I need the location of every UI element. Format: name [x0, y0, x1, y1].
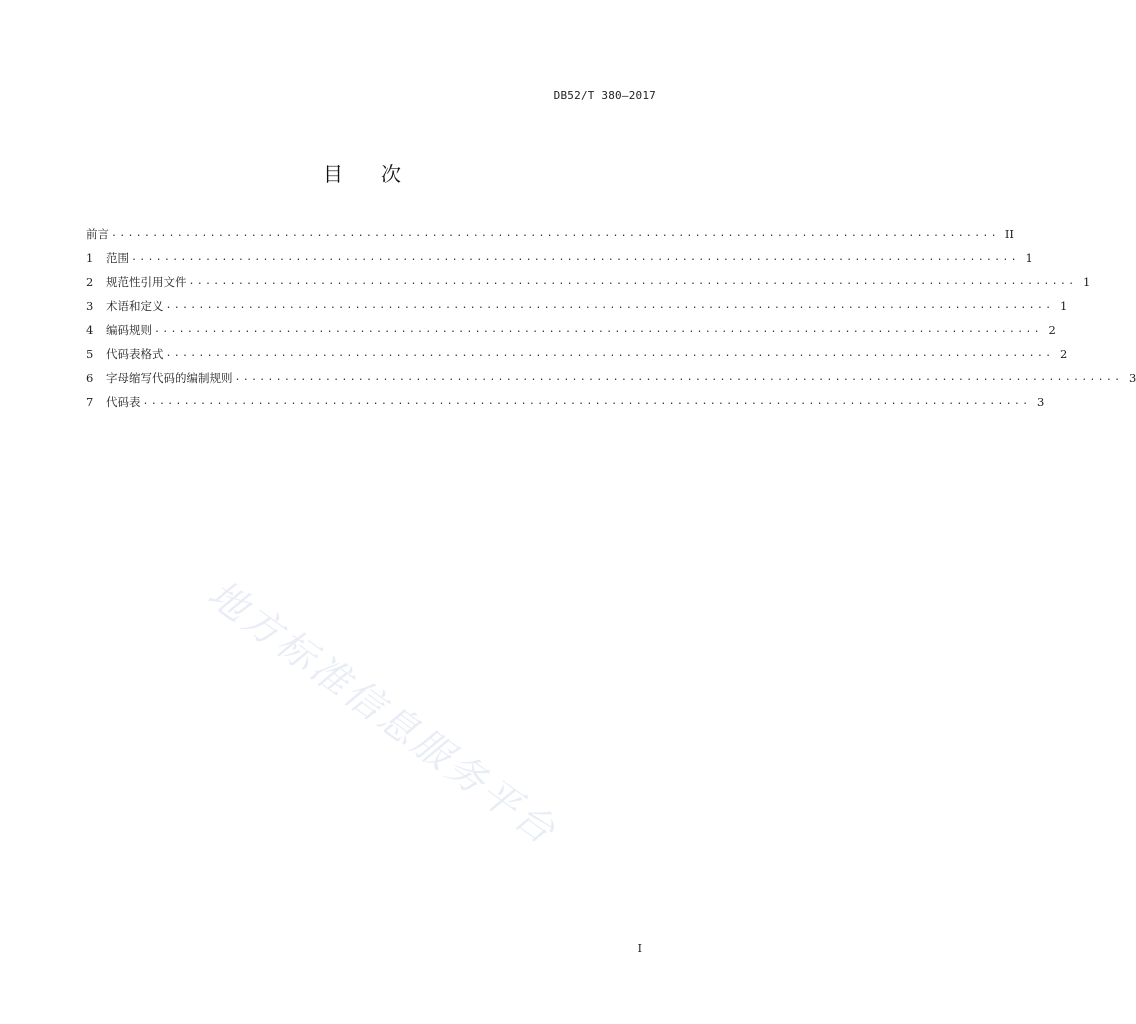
toc-entry-number: 1: [86, 251, 94, 265]
toc-entry-code-table-format[interactable]: [86, 338, 1068, 362]
standard-code: DB52/T 380—2017: [553, 89, 656, 102]
toc-entry-page: 2: [1060, 347, 1068, 361]
toc-leader-dots: ............................................................................................................: [131, 252, 1019, 263]
watermark: 地方标准信息服务平台: [200, 571, 566, 855]
toc-entry-page: 3: [1129, 371, 1136, 385]
toc-entry-label: 前言: [86, 227, 109, 241]
toc-entry-number: 5: [86, 347, 94, 361]
toc-entry-number: 6: [86, 371, 94, 385]
toc-entry-terms-definitions[interactable]: [86, 290, 1068, 314]
toc-entry-normative-references[interactable]: [86, 266, 1091, 290]
toc-leader-dots: ............................................................................................................: [234, 372, 1123, 383]
toc-list: [86, 218, 1136, 410]
toc-entry-scope[interactable]: [86, 242, 1033, 266]
toc-entry-number: 2: [86, 275, 94, 289]
toc-leader-dots: ............................................................................................................: [188, 276, 1077, 287]
toc-entry-number: 4: [86, 323, 94, 337]
toc-entry-page: 1: [1060, 299, 1068, 313]
toc-entry-page: 3: [1037, 395, 1045, 409]
toc-entry-coding-rules[interactable]: [86, 314, 1056, 338]
toc-entry-page: 1: [1025, 251, 1033, 265]
page-number: I: [637, 942, 642, 955]
toc-leader-dots: ............................................................................................................: [154, 324, 1042, 335]
toc-entry-label: 编码规则: [106, 323, 152, 337]
toc-entry-label: 代码表格式: [106, 347, 164, 361]
toc-title: [0, 158, 724, 187]
toc-entry-label: 术语和定义: [106, 299, 164, 313]
toc-entry-label: 规范性引用文件: [106, 275, 187, 289]
toc-entry-number: 3: [86, 299, 94, 313]
toc-entry-number: 7: [86, 395, 94, 409]
toc-entry-label: 代码表: [106, 395, 141, 409]
toc-entry-label: 范围: [106, 251, 129, 265]
toc-entry-foreword[interactable]: [86, 218, 1014, 242]
toc-entry-code-table[interactable]: [86, 386, 1045, 410]
toc-leader-dots: ............................................................................................................: [142, 396, 1031, 407]
toc-leader-dots: ............................................................................................................: [165, 300, 1054, 311]
toc-entry-label: 字母缩写代码的编制规则: [106, 371, 233, 385]
toc-leader-dots: ............................................................................................................: [111, 228, 999, 239]
toc-entry-page: II: [1004, 227, 1014, 241]
toc-entry-page: 2: [1048, 323, 1056, 337]
toc-title-part1: 目: [323, 162, 343, 186]
toc-title-part2: 次: [381, 162, 401, 186]
toc-leader-dots: ............................................................................................................: [165, 348, 1054, 359]
toc-entry-page: 1: [1083, 275, 1091, 289]
toc-entry-abbreviation-rules[interactable]: [86, 362, 1136, 386]
